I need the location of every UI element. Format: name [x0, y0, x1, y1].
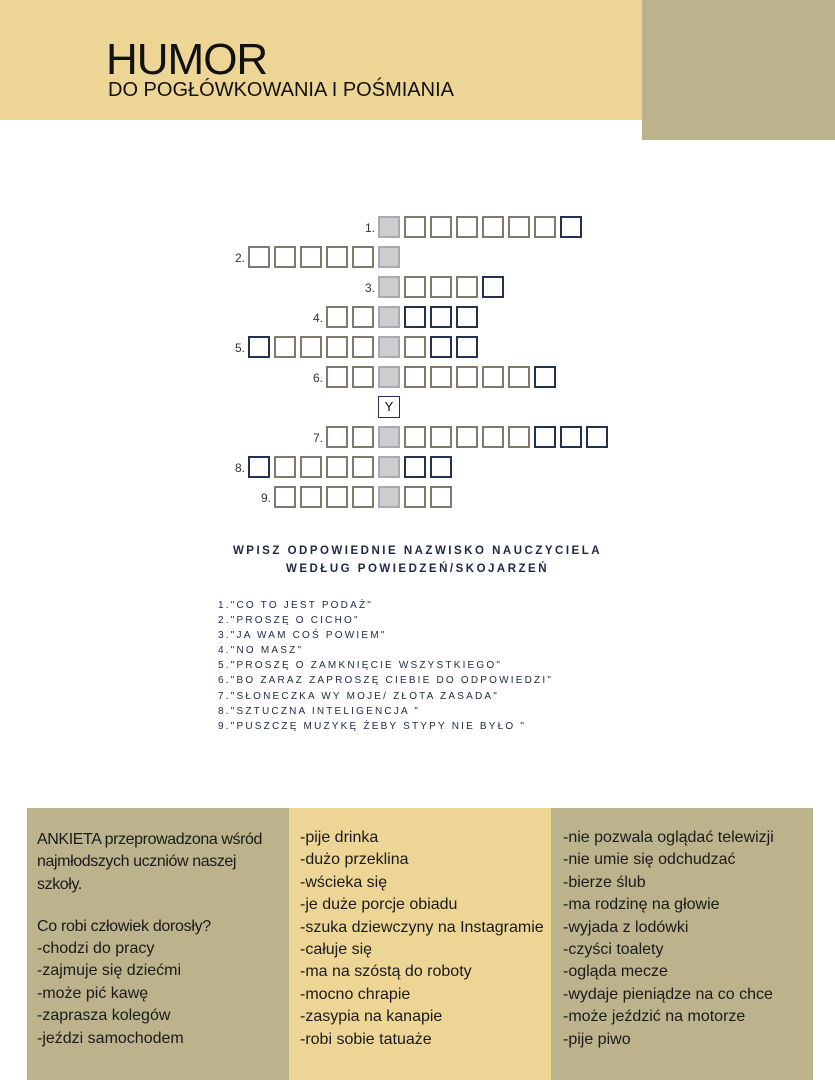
crossword-cell[interactable]: [300, 336, 322, 358]
crossword-cell[interactable]: [508, 366, 530, 388]
crossword-cell[interactable]: [248, 246, 270, 268]
crossword-row-number: 4.: [312, 311, 323, 325]
crossword-cell[interactable]: [352, 486, 374, 508]
clue-item: 3."JA WAM COŚ POWIEM": [218, 630, 387, 642]
clue-item: 6."BO ZARAZ ZAPROSZĘ CIEBIE DO ODPOWIEDZI": [218, 675, 554, 687]
crossword-row-number: 2.: [234, 251, 245, 265]
answer-item: -szuka dziewczyny na Instagramie: [300, 918, 544, 936]
crossword-cell[interactable]: [352, 306, 374, 328]
crossword-cell[interactable]: [300, 246, 322, 268]
answer-item: -nie pozwala oglądać telewizji: [563, 829, 774, 846]
crossword-key-cell[interactable]: [378, 216, 400, 238]
answer-item: -zasypia na kanapie: [300, 1008, 443, 1026]
crossword-cell[interactable]: [430, 366, 452, 388]
crossword-cell[interactable]: [560, 216, 582, 238]
crossword-cell[interactable]: [456, 306, 478, 328]
crossword-key-cell[interactable]: [378, 276, 400, 298]
crossword-cell[interactable]: [404, 306, 426, 328]
crossword-cell[interactable]: [248, 456, 270, 478]
answer-item: -zajmuje się dziećmi: [37, 962, 182, 980]
answer-item: -ogląda mecze: [563, 963, 668, 981]
crossword-cell[interactable]: [404, 456, 426, 478]
clue-list: [218, 598, 553, 734]
answer-item: -wścieka się: [300, 873, 388, 891]
crossword-cell[interactable]: [300, 486, 322, 508]
answer-list-1: [37, 938, 184, 1050]
crossword-row-number: 9.: [260, 491, 271, 505]
answer-list-2: [300, 827, 544, 1051]
answer-item: -wydaje pieniądze na co chce: [563, 985, 773, 1003]
crossword-key-cell[interactable]: [378, 366, 400, 388]
survey-question: Co robi człowiek dorosły?: [37, 918, 211, 935]
crossword-cell[interactable]: [274, 456, 296, 478]
crossword-cell[interactable]: [326, 246, 348, 268]
answer-item: -może jeździć na motorze: [563, 1008, 746, 1026]
clue-item: 5."PROSZĘ O ZAMKNIĘCIE WSZYSTKIEGO": [218, 660, 503, 672]
crossword-key-cell[interactable]: [378, 336, 400, 358]
crossword-cell[interactable]: [352, 366, 374, 388]
instructions-line-1: WPISZ ODPOWIEDNIE NAZWISKO NAUCZYCIELA: [232, 545, 603, 557]
crossword-cell[interactable]: [352, 426, 374, 448]
answer-item: -pije piwo: [563, 1030, 631, 1048]
crossword-key-cell[interactable]: [378, 486, 400, 508]
crossword-cell[interactable]: [456, 426, 478, 448]
crossword-cell[interactable]: [274, 246, 296, 268]
survey-column-2: [289, 808, 551, 1080]
crossword-key-cell[interactable]: [378, 306, 400, 328]
crossword-cell[interactable]: [482, 366, 504, 388]
crossword-cell[interactable]: [456, 276, 478, 298]
password-letter-cell[interactable]: Y: [378, 396, 400, 418]
answer-item: -je duże porcje obiadu: [300, 896, 458, 914]
answer-item: -ma rodzinę na głowie: [563, 896, 720, 914]
clue-item: 8."SZTUCZNA INTELIGENCJA ": [218, 705, 421, 717]
crossword-cell[interactable]: [326, 456, 348, 478]
crossword-key-cell[interactable]: [378, 426, 400, 448]
crossword-cell[interactable]: [326, 366, 348, 388]
clue-item: 9."PUSZCZĘ MUZYKĘ ŻEBY STYPY NIE BYŁO ": [218, 720, 527, 732]
crossword-cell[interactable]: [404, 336, 426, 358]
answer-item: -nie umie się odchudzać: [563, 851, 736, 869]
crossword-cell[interactable]: [248, 336, 270, 358]
crossword-cell[interactable]: [352, 456, 374, 478]
crossword-row-number: 3.: [364, 281, 375, 295]
survey-column-1: [27, 808, 289, 1080]
clue-item: 2."PROSZĘ O CICHO": [218, 615, 360, 627]
crossword-cell[interactable]: [326, 426, 348, 448]
crossword-key-cell[interactable]: [378, 246, 400, 268]
crossword-cell[interactable]: [404, 276, 426, 298]
crossword-cell[interactable]: [482, 276, 504, 298]
crossword-cell[interactable]: [326, 306, 348, 328]
crossword-cell[interactable]: [274, 486, 296, 508]
crossword-cell[interactable]: [326, 486, 348, 508]
crossword-cell[interactable]: [430, 306, 452, 328]
crossword-cell[interactable]: [274, 336, 296, 358]
answer-item: -czyści toalety: [563, 941, 664, 959]
crossword-key-cell[interactable]: [378, 456, 400, 478]
crossword-cell[interactable]: [404, 216, 426, 238]
clue-item: 1."CO TO JEST PODAŻ": [218, 600, 374, 611]
answer-item: -bierze ślub: [563, 873, 646, 891]
crossword-cell[interactable]: [352, 246, 374, 268]
crossword-cell[interactable]: [456, 216, 478, 238]
crossword-cell[interactable]: [586, 426, 608, 448]
crossword-cell[interactable]: [430, 486, 452, 508]
answer-item: -całuje się: [300, 941, 373, 959]
clue-item: 4."NO MASZ": [218, 645, 304, 657]
answer-item: -dużo przeklina: [300, 851, 409, 869]
answer-item: -jeździ samochodem: [37, 1029, 184, 1047]
crossword-row-number: 1.: [364, 221, 375, 235]
answer-item: -zaprasza kolegów: [37, 1007, 171, 1025]
crossword-cell[interactable]: [534, 426, 556, 448]
crossword-row-number: 8.: [234, 461, 245, 475]
survey-intro: ANKIETA przeprowadzona wśród najmłodszych uczniów naszej szkoły.: [37, 831, 263, 893]
answer-item: -robi sobie tatuaże: [300, 1030, 432, 1048]
answer-item: -pije drinka: [300, 829, 379, 846]
crossword-cell[interactable]: [508, 426, 530, 448]
crossword-cell[interactable]: [456, 336, 478, 358]
answer-item: -wyjada z lodówki: [563, 918, 689, 936]
page-subtitle: DO POGŁÓWKOWANIA I POŚMIANIA: [108, 79, 454, 101]
crossword-cell[interactable]: [326, 336, 348, 358]
answer-item: -chodzi do pracy: [37, 940, 155, 957]
crossword-cell[interactable]: [456, 366, 478, 388]
crossword-cell[interactable]: [352, 336, 374, 358]
crossword-cell[interactable]: [430, 426, 452, 448]
page-title: HUMOR: [106, 35, 268, 84]
answer-item: -może pić kawę: [37, 984, 149, 1002]
crossword-cell[interactable]: [534, 366, 556, 388]
crossword-cell[interactable]: [430, 216, 452, 238]
clue-item: 7."SŁONECZKA WY MOJE/ ZŁOTA ZASADA": [218, 690, 499, 702]
crossword-cell[interactable]: [508, 216, 530, 238]
crossword-row-number: 6.: [312, 371, 323, 385]
crossword-cell[interactable]: [430, 336, 452, 358]
crossword-cell[interactable]: [300, 456, 322, 478]
crossword-cell[interactable]: [430, 276, 452, 298]
answer-item: -ma na szóstą do roboty: [300, 963, 472, 981]
answer-item: -mocno chrapie: [300, 985, 411, 1003]
survey-column-3: [551, 808, 813, 1080]
crossword-cell[interactable]: [404, 426, 426, 448]
crossword-cell[interactable]: [430, 456, 452, 478]
crossword-row-number: 5.: [234, 341, 245, 355]
crossword-cell[interactable]: [560, 426, 582, 448]
crossword-row-number: 7.: [312, 431, 323, 445]
crossword-cell[interactable]: [482, 216, 504, 238]
crossword-cell[interactable]: [404, 486, 426, 508]
instructions-line-2: WEDŁUG POWIEDZEŃ/SKOJARZEŃ: [285, 563, 550, 575]
crossword-cell[interactable]: [404, 366, 426, 388]
crossword-cell[interactable]: [482, 426, 504, 448]
crossword-cell[interactable]: [534, 216, 556, 238]
answer-list-3: [563, 827, 774, 1051]
